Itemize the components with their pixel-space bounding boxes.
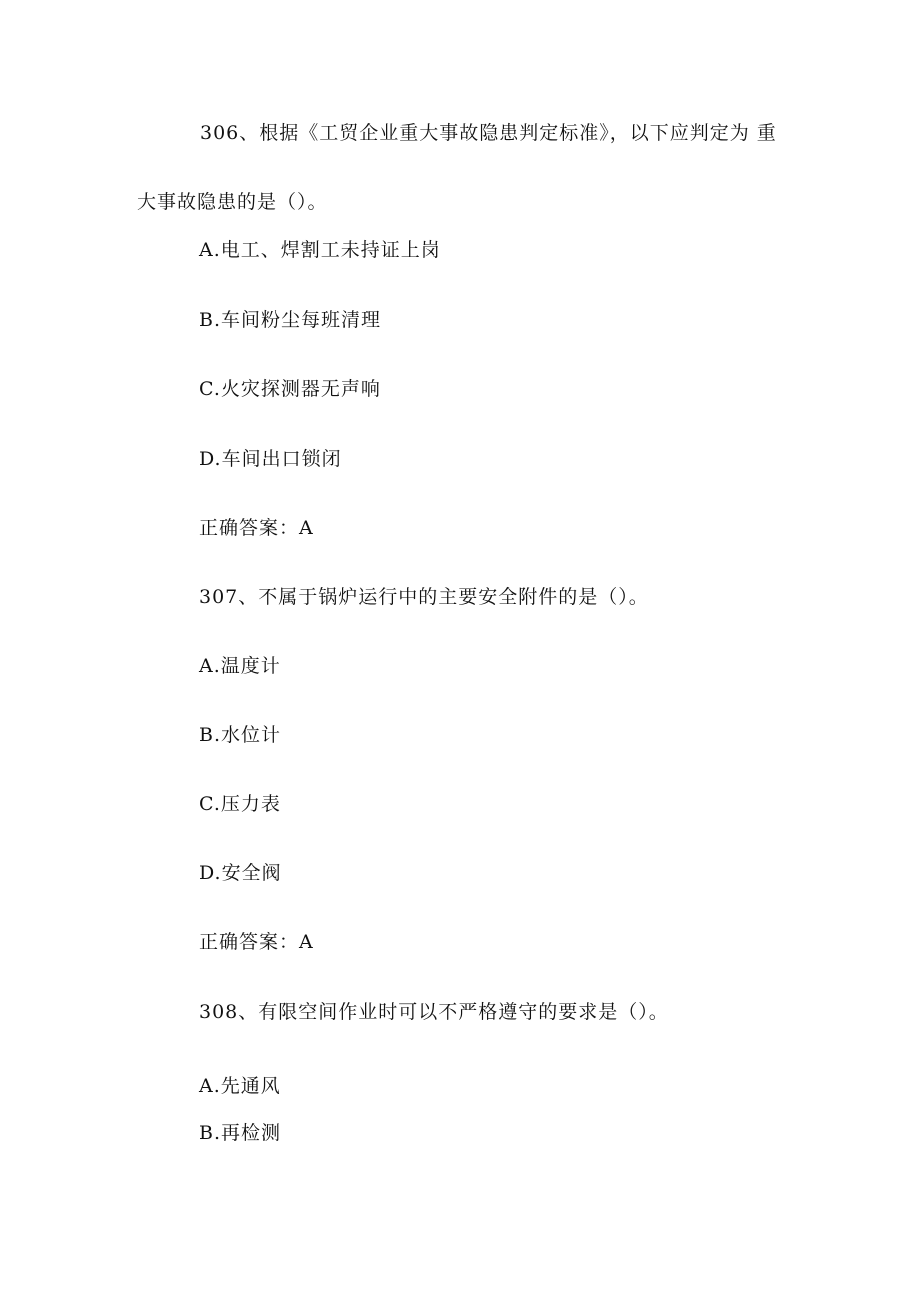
question-307-option-b: B.水位计 xyxy=(199,724,282,746)
question-307-title: 307、不属于锅炉运行中的主要安全附件的是（）。 xyxy=(199,586,649,608)
question-307-option-c: C.压力表 xyxy=(199,793,281,815)
question-307-option-d: D.安全阀 xyxy=(199,862,282,884)
question-306-option-b: B.车间粉尘每班清理 xyxy=(199,309,382,331)
question-306-option-c: C.火灾探测器无声响 xyxy=(199,378,381,400)
question-307-option-a: A.温度计 xyxy=(199,655,281,677)
question-308-option-b: B.再检测 xyxy=(199,1122,282,1144)
question-308-title: 308、有限空间作业时可以不严格遵守的要求是（）。 xyxy=(199,1001,669,1023)
question-306-answer: 正确答案：A xyxy=(199,517,314,539)
question-306-option-d: D.车间出口锁闭 xyxy=(199,448,342,470)
question-307-answer: 正确答案：A xyxy=(199,931,314,953)
question-306-option-a: A.电工、焊割工未持证上岗 xyxy=(199,239,441,261)
question-308-option-a: A.先通风 xyxy=(199,1075,281,1097)
question-306-title: 306、根据《工贸企业重大事故隐患判定标准》，以下应判定为 重大事故隐患的是（）。 xyxy=(137,122,777,213)
